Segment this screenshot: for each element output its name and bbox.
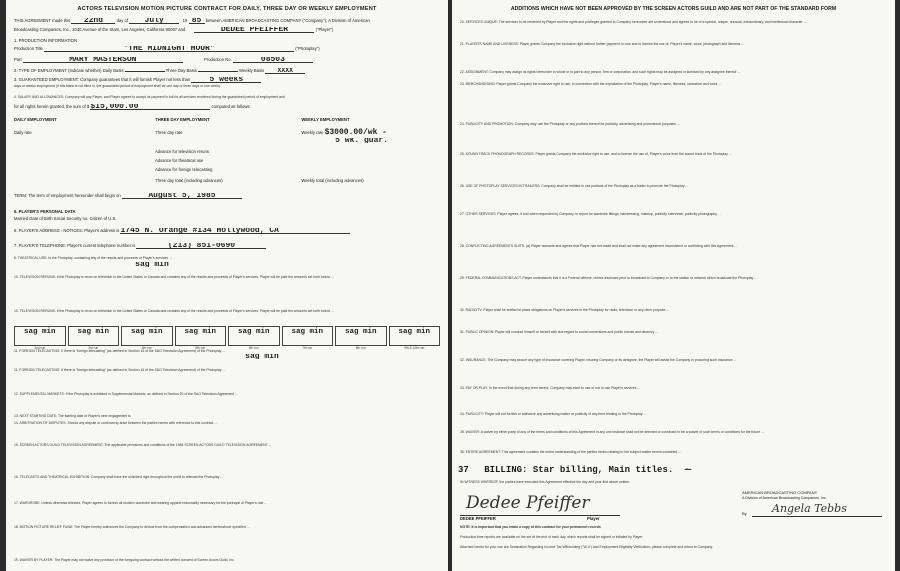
clause-32: 32. INSURANCE: The Company may secure any type of insurance covering Player, insuring Company or its designee, the Player will assist the Company in procuring such insurance ... [460, 358, 737, 362]
billing-clause [458, 464, 887, 475]
contract-title: ACTORS TELEVISION MOTION PICTURE CONTRACT FOR DAILY, THREE DAY OR WEEKLY EMPLOYMENT [77, 6, 377, 12]
advance-line-3 [14, 167, 440, 172]
foreign-line [14, 354, 440, 359]
advance-totals-line [14, 178, 440, 183]
production-title-line [14, 46, 440, 52]
theatrical-line [14, 262, 440, 267]
rerun-value: sag min [237, 328, 270, 336]
advance-reruns: Advance for television reruns [154, 149, 209, 154]
part-line [14, 57, 440, 63]
foreign-sag: sag min [245, 354, 279, 359]
advance-foreign: Advance for foreign telecasting [154, 167, 213, 172]
rerun-label: 4th run [141, 346, 152, 350]
production-no-label: Production No. [204, 57, 232, 62]
clause-30: 30. RADIO/TV: Player shall be entitled to place obligations on Player's services in the Photoplay for radio, television or any other purpose ... [460, 308, 670, 312]
rerun-label: 6th run [248, 346, 259, 350]
clause-26: 26. USE OF PHOTOPLAY SERVICES IN TRAILERS: Company shall be entitled to use portions of the Photoplay as a trailer to promote the Photoplay ... [460, 184, 689, 188]
between-text: between AMERICAN BROADCASTING COMPANY ("Company"), A Division of American [205, 18, 370, 23]
salary-line [14, 104, 440, 110]
clause-36: 36. ENTIRE AGREEMENT: This agreement contains the entire understanding of the parties hereto relating to the subject matter herein contained ... [460, 450, 682, 454]
rerun-label: 2nd run [34, 346, 46, 350]
footer-line-2: Attached hereto for your use are Declaration Regarding Income Tax Withholding ("W-4") and Employment Eligibility Verification; please complete and return to Company. [460, 545, 713, 549]
rerun-cell [228, 326, 280, 350]
weekly-total: Weekly total (including advances) [301, 178, 364, 183]
section-3-tail: days or weeks employment (if this blank is not filled in, the guaranteed period of employment shall be one day or three days or one week). [14, 84, 221, 88]
month-field: July [129, 18, 179, 24]
daily-header: DAILY EMPLOYMENT [14, 117, 57, 122]
production-no-field: 08503 [233, 57, 313, 63]
day-of-label: day of [116, 18, 129, 23]
company-address: Broadcasting Companies, Inc., 2040 Avenue of the Stars, Los Angeles, California 90067 and [14, 27, 186, 32]
advance-theatrical: Advance for theatrical use [154, 158, 204, 163]
company-division: A Division of American Broadcasting Companies, Inc. [742, 496, 827, 500]
clause-34: 34. PUBLICITY: Player will not furnish or authorize any advertising matter or publicity of any form relating to the Photoplay ... [460, 412, 647, 416]
player-printed-name: DEDEE PFEIFFER [460, 516, 496, 521]
weekly-header: WEEKLY EMPLOYMENT [301, 117, 350, 122]
section-18: 18. MOTION PICTURE RELIEF FUND: The Player hereby authorizes the Company to deduct from the compensation and advances hereinabove specified ... [14, 525, 250, 529]
rerun-value: sag min [291, 328, 323, 336]
rerun-label: 9th & 10th run [404, 346, 425, 350]
year-prefix: , 19 [180, 18, 188, 23]
clause-25: 25. SOUND TRACK PHONOGRAPH RECORDS: Player grants Company the exclusive right to use, and to license the use of, Player's voice from the sound track of the Photoplay ... [460, 152, 732, 156]
weekly-rate-label: Weekly rate [301, 130, 324, 135]
rerun-cell [121, 326, 173, 350]
term-line [14, 193, 440, 199]
phone-field: (213) 851-0690 [136, 243, 266, 249]
clause-31: 31. PUBLIC OPINION: Player will conduct himself or herself with due regard to social conventions and public morals and decency ... [460, 330, 659, 334]
weekly-basis-label: Weekly Basis [239, 68, 265, 73]
additions-title: ADDITIONS WHICH HAVE NOT BEEN APPROVED BY THE SCREEN ACTORS GUILD AND ARE NOT PART OF THE STANDARD FORM [510, 6, 837, 12]
section-2 [14, 68, 440, 74]
rerun-value: sag min [184, 328, 216, 336]
footer-line-1: Production time reports are available on the set at the end of each day, which reports shall be signed or initialed by Player. [460, 535, 644, 539]
agreement-line [14, 18, 440, 24]
weekly-guarantee-line [14, 138, 440, 143]
phone-label: 7. PLAYER'S TELEPHONE: Player's current telephone number is [14, 243, 136, 248]
clause-33: 33. PAY OR PLAY: In the event that during any term hereof, Company may elect to use or not to use Player's services ... [460, 386, 641, 390]
weekly-basis-field: XXXX [265, 68, 305, 74]
clause-23: 23. MERCHANDISING: Player grants Company the exclusive right to use, in connection with the exploitation of the Photoplay, Player's name, likeness, caricature and voice ... [460, 82, 722, 86]
company-block: AMERICAN BROADCASTING COMPANY [742, 490, 818, 495]
section-15: 15. SCREEN ACTORS GUILD TELEVISION AGREEMENT: The applicable provisions and conditions of the 1984 SCREEN ACTORS GUILD TELEVISION AGREEMENT ... [14, 443, 272, 447]
three-day-total: Three day total (including advances) [155, 178, 223, 183]
clause-20: 20. SERVICES UNIQUE: The services to be rendered by Player and the rights and privileges granted to Company hereunder are understood and agreed to be of a special, unique, unusual, extraordinary, and intellectual character ... [460, 20, 807, 24]
salary-field: $15,000.00 [90, 104, 210, 110]
rerun-value: sag min [23, 328, 56, 336]
personal-data: Married Date of Birth Social Security no. Citizen of U.S. [14, 216, 117, 221]
billing-text: BILLING: Star billing, Main titles. [484, 465, 674, 475]
clause-22: 22. ASSIGNMENT: Company may assign its rights hereunder in whole or in part to any person, firm or corporation, and such rights may be assigned or licensed by any assignee thereof ... [460, 70, 741, 74]
part-field: MARY MASTERSON [23, 57, 183, 63]
company-address-line [14, 27, 440, 33]
weekly-guarantee: 5 wk. guar. [335, 138, 388, 143]
section-6 [14, 228, 440, 234]
rerun-label: 3rd run [88, 346, 99, 350]
section-12: 12. SUPPLEMENTAL MARKETS: If the Photoplay is exhibited in Supplemental Markets, as defined in Section 20 of the SAG Television Agreement ... [14, 392, 238, 396]
guarantee-label: 3. GUARANTEED EMPLOYMENT: Company guarantees that it will furnish Player not less than [14, 77, 191, 82]
clause-27: 27. OTHER SERVICES: Player agrees, if and when requested by Company, to report for wardrobe fittings, hairdressing, makeup, publicity interviews, publicity photography ... [460, 212, 721, 216]
section-1: 1. PRODUCTION INFORMATION [14, 38, 77, 43]
clause-21: 21. PLAYER'S NAME AND LIKENESS: Player grants Company the exclusive right without further payment, to use and to license the use of, Player's name, voice, photograph and likeness ... [460, 42, 745, 46]
clause-29: 29. FEDERAL COMMUNICATIONS ACT: Player understands that it is a Federal offense, unless disclosed prior to broadcast to Company or to the station or network which broadcast the Photoplay ... [460, 276, 757, 280]
section-10: 10. TELEVISION RERUNS: If the Photoplay is rerun on television in the United States or Canada and contains any of the results and proceeds of Player's services, Player will be paid the amounts set forth below ... [14, 309, 334, 313]
section-17: 17. WARDROBE: Unless otherwise directed, Player agrees to furnish all modern wardrobe and wearing apparel reasonably necessary for the portrayal of Player's role ... [14, 501, 268, 505]
company-signature: Angela Tebbs [772, 502, 847, 515]
three-rate-label: Three day rate [155, 130, 183, 135]
section-11-body: 11. FOREIGN TELECASTING: If there is "foreign telecasting" (as defined in Section 16 of the SAG Television Agreement) of the Photoplay ... [14, 368, 226, 372]
agreement-prefix: THIS AGREEMENT made this [14, 18, 71, 23]
rerun-value: sag min [77, 328, 109, 336]
player-tag: ("Player") [315, 27, 334, 32]
section-7 [14, 243, 440, 249]
advance-line-2 [14, 158, 440, 163]
daily-basis-field [125, 71, 165, 72]
in-witness: IN WITNESS WHEREOF, the parties have executed this Agreement effective the day and year first above written. [460, 480, 631, 484]
section-5: 5. PLAYER'S PERSONAL DATA [14, 209, 76, 214]
rerun-value: sag min [130, 328, 163, 336]
term-label: TERM: The term of employment hereunder shall begin on [14, 193, 121, 198]
rerun-cell [14, 326, 66, 350]
weekly-amount: $3000.00/wk - [324, 128, 387, 137]
section-11: 11. FOREIGN TELECASTING: If there is "foreign telecasting" (as defined in Section 16 of the SAG Television Agreement) of the Photoplay ... [14, 349, 226, 353]
address-label: 6. PLAYER'S ADDRESS - NOTICES: Player's address is [14, 228, 120, 233]
section-13: 13. NEXT STARTING DATE: The starting date of Player's next engagement is [14, 414, 131, 418]
three-day-field [198, 71, 238, 72]
employment-headers [14, 117, 440, 122]
rerun-label: 7th run [302, 346, 313, 350]
rerun-grid [14, 326, 440, 350]
rerun-value: sag min [398, 328, 430, 336]
by-label: By [742, 511, 747, 516]
contract-page-left [6, 0, 448, 571]
computed-label: computed as follows: [211, 104, 251, 109]
three-day-label: Three Day Basis [165, 68, 197, 73]
guarantee-field: 5 weeks [191, 77, 261, 83]
rerun-cell [389, 326, 441, 350]
threeday-header: THREE DAY EMPLOYMENT [155, 117, 210, 122]
rerun-cell [335, 326, 387, 350]
rerun-cell [68, 326, 120, 350]
clause-28: 28. CONFLICTING AGREEMENTS SUITS: (a) Player warrants and agrees that Player has not made and shall not make any agreement inconsistent or conflicting with this Agreement ... [460, 244, 738, 248]
player-name-field: DEDEE PFEIFFER [194, 27, 314, 33]
year-field: 85 [189, 18, 205, 24]
start-date-field: August 5, 1985 [122, 193, 242, 199]
player-role: Player [587, 516, 600, 521]
clause-37-number: 37 [458, 465, 469, 475]
company-signature-line [752, 516, 882, 517]
salary-label: for all rights herein granted, the sum of $ [14, 104, 90, 109]
initials-strike: ~ [684, 464, 692, 474]
retain-note: NOTE: It is important that you retain a copy of this contract for your permanent records [460, 525, 601, 529]
theatrical-sag: sag min [135, 262, 169, 267]
rerun-label: 5th run [195, 346, 206, 350]
rerun-value: sag min [344, 328, 377, 336]
rerun-cell [175, 326, 227, 350]
section-14: 14. ARBITRATION OF DISPUTES: Should any dispute or controversy arise between the parties hereto with reference to this contract ... [14, 421, 218, 425]
section-3 [14, 77, 440, 83]
address-field: 1745 N. Orange #134 Hollywood, CA [120, 228, 350, 234]
production-title-label: Production Title [14, 46, 43, 51]
rerun-cell [282, 326, 334, 350]
daily-rate-label: Daily rate [14, 130, 32, 135]
section-8: 8. THEATRICAL USE: In the Photoplay, containing any of the results and proceeds of Player's services ... [14, 256, 172, 260]
part-label: Part [14, 57, 22, 62]
section-9-text: 10. TELEVISION RERUNS: If the Photoplay is rerun on television in the United States or Canada and contains any of the results and proceeds of Player's services, Player will be paid the amounts set forth below ... [14, 275, 334, 279]
rerun-label: 8th run [355, 346, 366, 350]
advance-line-1 [14, 149, 440, 154]
day-field: 22nd [71, 18, 115, 24]
section-16: 16. TELECASTS AND THEATRICAL EXHIBITION: Company shall have the unlimited right throughout the world to telecast the Photoplay ... [14, 475, 224, 479]
photoplay-tag: ("Photoplay") [295, 46, 320, 51]
production-title-field: "THE MIDNIGHT HOUR" [44, 46, 294, 52]
player-signature: Dedee Pfeiffer [466, 493, 590, 513]
contract-page-right [452, 0, 895, 571]
clause-35: 35. WAIVER: A waiver by either party of any of the terms and conditions of this Agreement in any one instance shall not be deemed or construed to be a waiver of such terms or conditions for the future ... [460, 430, 764, 434]
section-19: 19. WAIVER BY PLAYER: The Player may not waive any provision of the foregoing contract without the written consent of Screen Actors Guild, Inc. [14, 558, 235, 562]
clause-24: 24. PUBLICITY AND PROMOTION: Company may use the Photoplay or any portions thereof for publicity, advertising and promotional purposes ... [460, 122, 680, 126]
employment-type-label: 2. TYPE OF EMPLOYMENT (Indicate whether) Daily Basis [14, 68, 124, 73]
section-4: 4. SALARY AND ALLOWANCES: Company will pay Player, and Player agrees to accept as payment in full for all services rendered during the guaranteed period of employment and [14, 95, 285, 99]
